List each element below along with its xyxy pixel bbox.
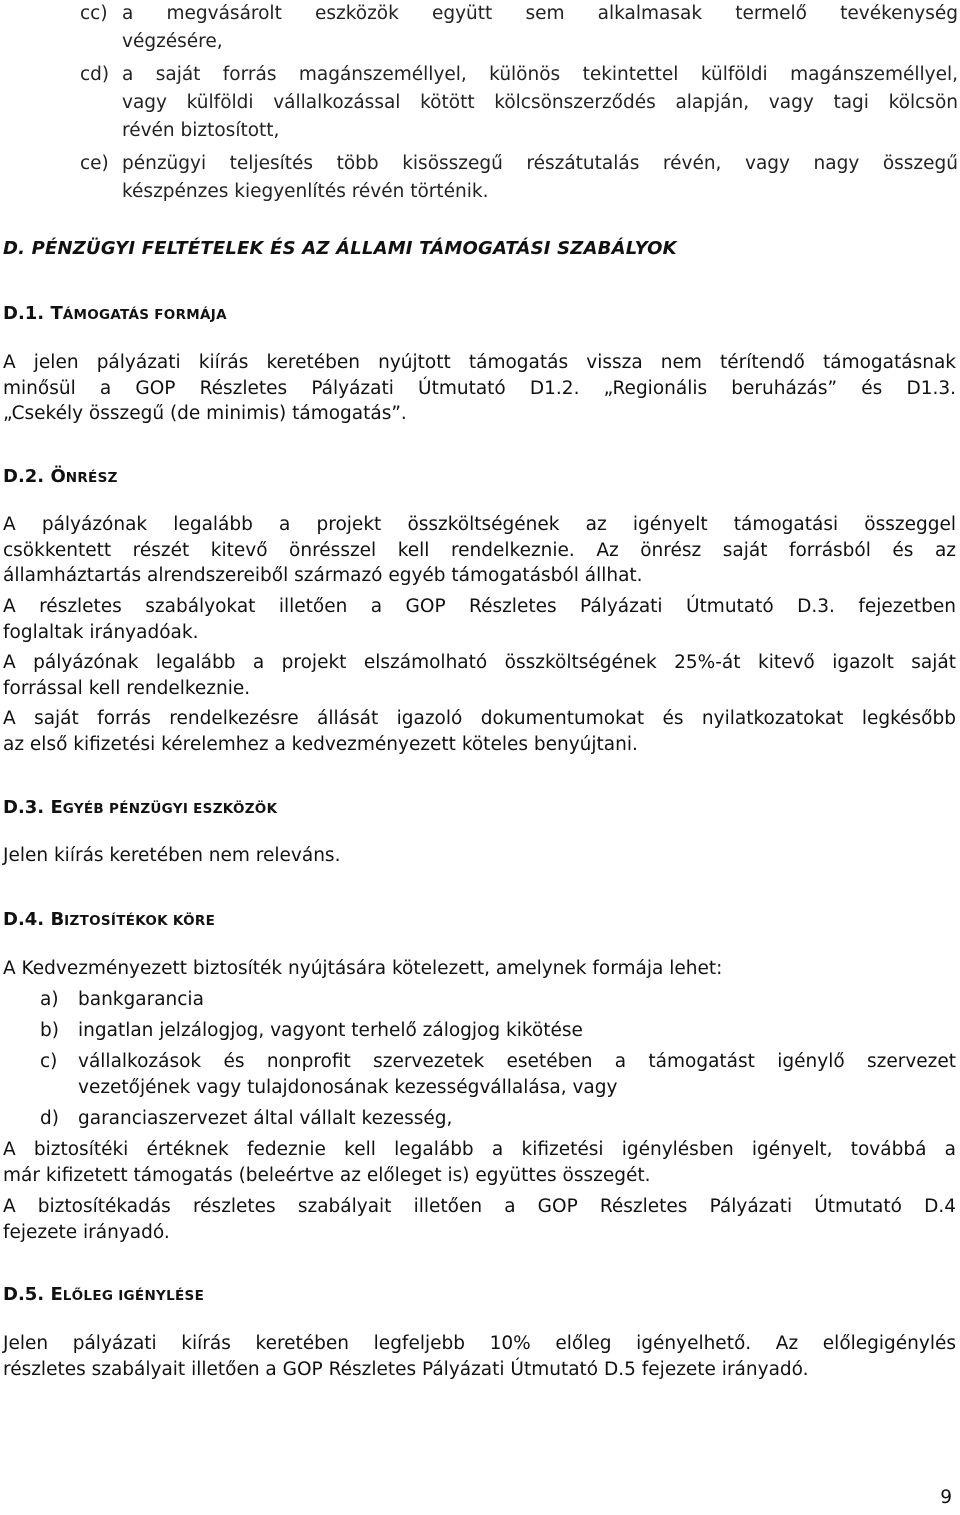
text-line: fejezete irányadó. [3,1221,170,1243]
text-line: foglaltak irányadóak. [3,621,199,643]
heading-rest: GYÉB PÉNZÜGYI ESZKÖZÖK [62,801,278,817]
paragraph-d2-3 [3,650,956,701]
paragraph-d2-1 [3,512,956,589]
list-label: cd) [80,64,110,85]
text-line: minősül a GOP Részletes Pályázati Útmutató D1.2. „Regionális beruházás” és D1.3. [3,377,956,399]
text-line: Jelen kiírás keretében nem releváns. [3,845,341,866]
text-line: A jelen pályázati kiírás keretében nyújtott támogatás vissza nem térítendő támogatásnak [3,352,956,373]
text-line: A biztosítéki értéknek fedeznie kell legalább a kifizetési igénylésben igényelt, továbbá a [3,1139,956,1160]
heading-number: D.4. [3,909,45,930]
subsection-heading-d2 [3,466,118,487]
heading-first-letter: E [50,797,63,818]
heading-number: D.3. [3,797,45,818]
list-text-line: a megvásárolt eszközök együtt sem alkalmasak termelő tevékenység [122,3,958,24]
list-item-ce [80,150,958,206]
list-text-line: végzésére, [122,31,223,52]
list-item-b [40,1018,583,1044]
list-label: d) [40,1108,59,1129]
text-line: A Kedvezményezett biztosíték nyújtására kötelezett, amelynek formája lehet: [3,958,723,979]
heading-first-letter: E [50,1284,63,1305]
list-text-line: vállalkozások és nonprofit szervezetek esetében a támogatást igénylő szervezet [78,1051,956,1072]
heading-number: D.2. [3,466,45,487]
list-label: c) [40,1051,58,1072]
subsection-heading-d4 [3,909,215,930]
heading-number: D.5. [3,1284,45,1305]
list-item-d [40,1106,453,1132]
heading-rest: LŐLEG IGÉNYLÉSE [62,1288,205,1304]
text-line: A részletes szabályokat illetően a GOP Részletes Pályázati Útmutató D.3. fejezetben [3,596,956,617]
paragraph-d2-4 [3,706,956,757]
paragraph-d4-2 [3,1194,956,1245]
subsection-heading-d5 [3,1284,204,1305]
paragraph-d4-1 [3,1137,956,1188]
heading-first-letter: T [50,303,63,324]
paragraph-d3 [3,843,956,869]
paragraph-d5 [3,1331,956,1382]
list-label: cc) [80,3,108,24]
list-text-line: pénzügyi teljesítés több kisösszegű részátutalás révén, vagy nagy összegű [122,153,958,174]
text-line: már kifizetett támogatás (beleértve az előleget is) együttes összegét. [3,1164,651,1186]
text-line: A biztosítékadás részletes szabályait illetően a GOP Részletes Pályázati Útmutató D.4 [3,1196,956,1217]
list-item-cc [80,0,958,56]
text-line: csökkentett részét kitevő önrésszel kell rendelkeznie. Az önrész saját forrásból és az [3,539,956,561]
list-text-line: garanciaszervezet által vállalt kezesség, [78,1108,453,1129]
text-line: részletes szabályait illetően a GOP Részletes Pályázati Útmutató D.5 fejezete irányadó. [3,1358,809,1380]
list-text-line: a saját forrás magánszeméllyel, különös tekintettel külföldi magánszeméllyel, [122,64,958,85]
list-label: a) [40,989,59,1010]
paragraph-d1 [3,350,956,427]
list-text-line: készpénzes kiegyenlítés révén történik. [122,181,489,202]
list-text-line: bankgarancia [78,989,204,1010]
heading-first-letter: B [50,909,65,930]
text-line: Jelen pályázati kiírás keretében legfeljebb 10% előleg igényelhető. Az előlegigénylés [3,1333,956,1354]
list-text-line: vezetőjének vagy tulajdonosának kezességvállalása, vagy [78,1076,618,1098]
subsection-heading-d3 [3,797,277,818]
list-label: b) [40,1020,59,1041]
heading-rest: IZTOSÍTÉKOK KÖRE [64,913,216,929]
paragraph-d2-2 [3,594,956,645]
list-item-cd [80,61,958,145]
text-line: A pályázónak legalább a projekt összköltségének az igényelt támogatási összeggel [3,514,956,535]
list-label: ce) [80,153,109,174]
section-title: D. PÉNZÜGYI FELTÉTELEK ÉS AZ ÁLLAMI TÁMOGATÁSI SZABÁLYOK [3,238,677,259]
text-line: forrással kell rendelkeznie. [3,677,251,699]
heading-rest: NRÉSZ [65,470,118,486]
text-line: „Csekély összegű (de minimis) támogatás”. [3,403,407,424]
heading-rest: ÁMOGATÁS FORMÁJA [62,307,227,323]
list-text-line: ingatlan jelzálogjog, vagyont terhelő zálogjog kikötése [78,1020,583,1041]
paragraph-d4-intro [3,956,956,982]
heading-number: D.1. [3,303,45,324]
heading-first-letter: Ö [50,466,66,487]
text-line: A pályázónak legalább a projekt elszámolható összköltségének 25%-át kitevő igazolt saját [3,652,956,673]
page-number: 9 [940,1487,952,1508]
text-line: az első kifizetési kérelemhez a kedvezményezett köteles benyújtani. [3,733,638,755]
text-line: államháztartás alrendszereiből származó egyéb támogatásból állhat. [3,565,643,586]
list-text-line: vagy külföldi vállalkozással kötött kölcsönszerződés alapján, vagy tagi kölcsön [122,92,958,113]
list-item-a [40,987,204,1013]
list-text-line: révén biztosított, [122,120,280,141]
subsection-heading-d1 [3,303,227,324]
list-item-c [40,1049,956,1098]
text-line: A saját forrás rendelkezésre állását igazoló dokumentumokat és nyilatkozatokat legkésőbb [3,708,956,729]
